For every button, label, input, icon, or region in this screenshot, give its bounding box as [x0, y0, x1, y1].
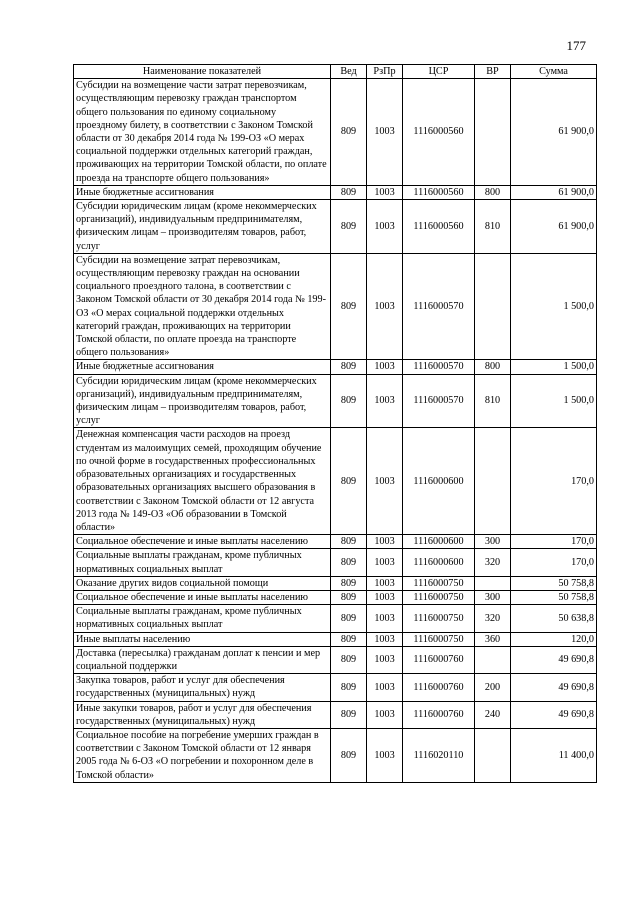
cell-sum: 11 400,0 [511, 728, 597, 782]
cell-vr: 200 [475, 674, 511, 701]
cell-sum: 49 690,8 [511, 674, 597, 701]
cell-rzpr: 1003 [367, 185, 403, 199]
cell-name: Доставка (пересылка) гражданам доплат к пенсии и мер социальной поддержки [74, 646, 331, 673]
cell-ved: 809 [331, 674, 367, 701]
cell-name: Субсидии на возмещение части затрат перевозчикам, осуществляющим перевозку граждан транспортом общего пользования по единому социальному проездному билету, в соответствии с Законом Томской области от 30 декабря 2014 года № 199-ОЗ «О мерах социальной поддержки отдельных категорий граждан, проживающих на территории Томской области, по оплате проезда на транспорте общего пользования» [74, 79, 331, 186]
cell-sum: 61 900,0 [511, 79, 597, 186]
cell-vr: 240 [475, 701, 511, 728]
cell-ved: 809 [331, 646, 367, 673]
table-row [74, 185, 597, 199]
cell-csr: 1116000600 [403, 428, 475, 535]
table-row [74, 360, 597, 374]
table-row [74, 253, 597, 360]
cell-ved: 809 [331, 535, 367, 549]
cell-name: Субсидии юридическим лицам (кроме некоммерческих организаций), индивидуальным предпринимателям, физическим лицам – производителям товаров, работ, услуг [74, 200, 331, 254]
cell-ved: 809 [331, 728, 367, 782]
cell-ved: 809 [331, 253, 367, 360]
cell-rzpr: 1003 [367, 253, 403, 360]
cell-rzpr: 1003 [367, 374, 403, 428]
cell-csr: 1116000600 [403, 549, 475, 576]
header-sum: Сумма [511, 65, 597, 79]
cell-sum: 170,0 [511, 535, 597, 549]
cell-vr: 320 [475, 605, 511, 632]
table-row [74, 674, 597, 701]
cell-csr: 1116000560 [403, 185, 475, 199]
table-header-row [74, 65, 597, 79]
cell-csr: 1116000750 [403, 605, 475, 632]
cell-vr [475, 79, 511, 186]
header-csr: ЦСР [403, 65, 475, 79]
cell-ved: 809 [331, 428, 367, 535]
cell-name: Денежная компенсация части расходов на проезд студентам из малоимущих семей, проходящим обучение по очной форме в государственных профессиональных образовательных организациях и государственных образовательных организациях высшего образования в соответствии с Законом Томской области от 12 августа 2013 года № 149-ОЗ «Об образовании в Томской области» [74, 428, 331, 535]
cell-csr: 1116000750 [403, 632, 475, 646]
cell-csr: 1116000760 [403, 674, 475, 701]
cell-rzpr: 1003 [367, 646, 403, 673]
table-body [74, 79, 597, 783]
table-row [74, 374, 597, 428]
cell-csr: 1116000760 [403, 646, 475, 673]
cell-vr: 810 [475, 200, 511, 254]
cell-sum: 50 758,8 [511, 576, 597, 590]
cell-name: Иные выплаты населению [74, 632, 331, 646]
cell-ved: 809 [331, 374, 367, 428]
cell-vr [475, 646, 511, 673]
cell-name: Субсидии юридическим лицам (кроме некоммерческих организаций), индивидуальным предпринимателям, физическим лицам – производителям товаров, работ, услуг [74, 374, 331, 428]
cell-sum: 170,0 [511, 428, 597, 535]
cell-sum: 1 500,0 [511, 360, 597, 374]
cell-name: Социальные выплаты гражданам, кроме публичных нормативных социальных выплат [74, 549, 331, 576]
table-row [74, 590, 597, 604]
cell-rzpr: 1003 [367, 590, 403, 604]
cell-rzpr: 1003 [367, 428, 403, 535]
table-row [74, 632, 597, 646]
table-row [74, 428, 597, 535]
cell-vr [475, 253, 511, 360]
cell-ved: 809 [331, 576, 367, 590]
cell-sum: 50 758,8 [511, 590, 597, 604]
cell-ved: 809 [331, 605, 367, 632]
cell-sum: 1 500,0 [511, 374, 597, 428]
table-row [74, 728, 597, 782]
cell-ved: 809 [331, 360, 367, 374]
cell-vr: 800 [475, 360, 511, 374]
cell-csr: 1116000570 [403, 253, 475, 360]
cell-rzpr: 1003 [367, 576, 403, 590]
cell-ved: 809 [331, 701, 367, 728]
cell-sum: 50 638,8 [511, 605, 597, 632]
header-name: Наименование показателей [74, 65, 331, 79]
cell-rzpr: 1003 [367, 701, 403, 728]
cell-csr: 1116000560 [403, 200, 475, 254]
cell-vr [475, 728, 511, 782]
cell-vr: 300 [475, 590, 511, 604]
cell-vr: 810 [475, 374, 511, 428]
cell-sum: 61 900,0 [511, 185, 597, 199]
cell-rzpr: 1003 [367, 605, 403, 632]
cell-vr: 300 [475, 535, 511, 549]
cell-csr: 1116000760 [403, 701, 475, 728]
cell-rzpr: 1003 [367, 632, 403, 646]
cell-ved: 809 [331, 79, 367, 186]
cell-name: Иные бюджетные ассигнования [74, 360, 331, 374]
cell-sum: 49 690,8 [511, 646, 597, 673]
cell-vr: 320 [475, 549, 511, 576]
cell-csr: 1116020110 [403, 728, 475, 782]
cell-rzpr: 1003 [367, 674, 403, 701]
table-row [74, 605, 597, 632]
table-row [74, 646, 597, 673]
page-number: 177 [566, 38, 586, 53]
cell-rzpr: 1003 [367, 535, 403, 549]
cell-sum: 1 500,0 [511, 253, 597, 360]
cell-vr [475, 576, 511, 590]
header-vr: ВР [475, 65, 511, 79]
cell-sum: 49 690,8 [511, 701, 597, 728]
cell-ved: 809 [331, 590, 367, 604]
cell-name: Закупка товаров, работ и услуг для обеспечения государственных (муниципальных) нужд [74, 674, 331, 701]
cell-name: Субсидии на возмещение затрат перевозчикам, осуществляющим перевозку граждан на основании социального проездного талона, в соответствии с Законом Томской области от 30 декабря 2014 года № 199-ОЗ «О мерах социальной поддержки отдельных категорий граждан, проживающих на территории Томской области, по оплате проезда на транспорте общего пользования» [74, 253, 331, 360]
cell-vr: 800 [475, 185, 511, 199]
cell-name: Оказание других видов социальной помощи [74, 576, 331, 590]
cell-rzpr: 1003 [367, 549, 403, 576]
cell-ved: 809 [331, 632, 367, 646]
cell-name: Социальное пособие на погребение умерших граждан в соответствии с Законом Томской области от 12 января 2005 года № 6-ОЗ «О погребении и похоронном деле в Томской области» [74, 728, 331, 782]
cell-sum: 61 900,0 [511, 200, 597, 254]
cell-name: Иные бюджетные ассигнования [74, 185, 331, 199]
cell-name: Иные закупки товаров, работ и услуг для обеспечения государственных (муниципальных) нужд [74, 701, 331, 728]
cell-rzpr: 1003 [367, 728, 403, 782]
budget-table [73, 64, 597, 783]
table-row [74, 200, 597, 254]
cell-ved: 809 [331, 549, 367, 576]
table-row [74, 576, 597, 590]
cell-csr: 1116000560 [403, 79, 475, 186]
cell-name: Социальное обеспечение и иные выплаты населению [74, 535, 331, 549]
table-row [74, 701, 597, 728]
cell-csr: 1116000750 [403, 576, 475, 590]
cell-vr [475, 428, 511, 535]
cell-csr: 1116000750 [403, 590, 475, 604]
cell-csr: 1116000600 [403, 535, 475, 549]
cell-csr: 1116000570 [403, 360, 475, 374]
cell-name: Социальное обеспечение и иные выплаты населению [74, 590, 331, 604]
cell-ved: 809 [331, 200, 367, 254]
cell-name: Социальные выплаты гражданам, кроме публичных нормативных социальных выплат [74, 605, 331, 632]
table-row [74, 535, 597, 549]
cell-rzpr: 1003 [367, 79, 403, 186]
cell-rzpr: 1003 [367, 200, 403, 254]
table-row [74, 549, 597, 576]
cell-csr: 1116000570 [403, 374, 475, 428]
header-ved: Вед [331, 65, 367, 79]
table-row [74, 79, 597, 186]
cell-sum: 120,0 [511, 632, 597, 646]
cell-vr: 360 [475, 632, 511, 646]
cell-ved: 809 [331, 185, 367, 199]
header-rzpr: РзПр [367, 65, 403, 79]
cell-sum: 170,0 [511, 549, 597, 576]
cell-rzpr: 1003 [367, 360, 403, 374]
